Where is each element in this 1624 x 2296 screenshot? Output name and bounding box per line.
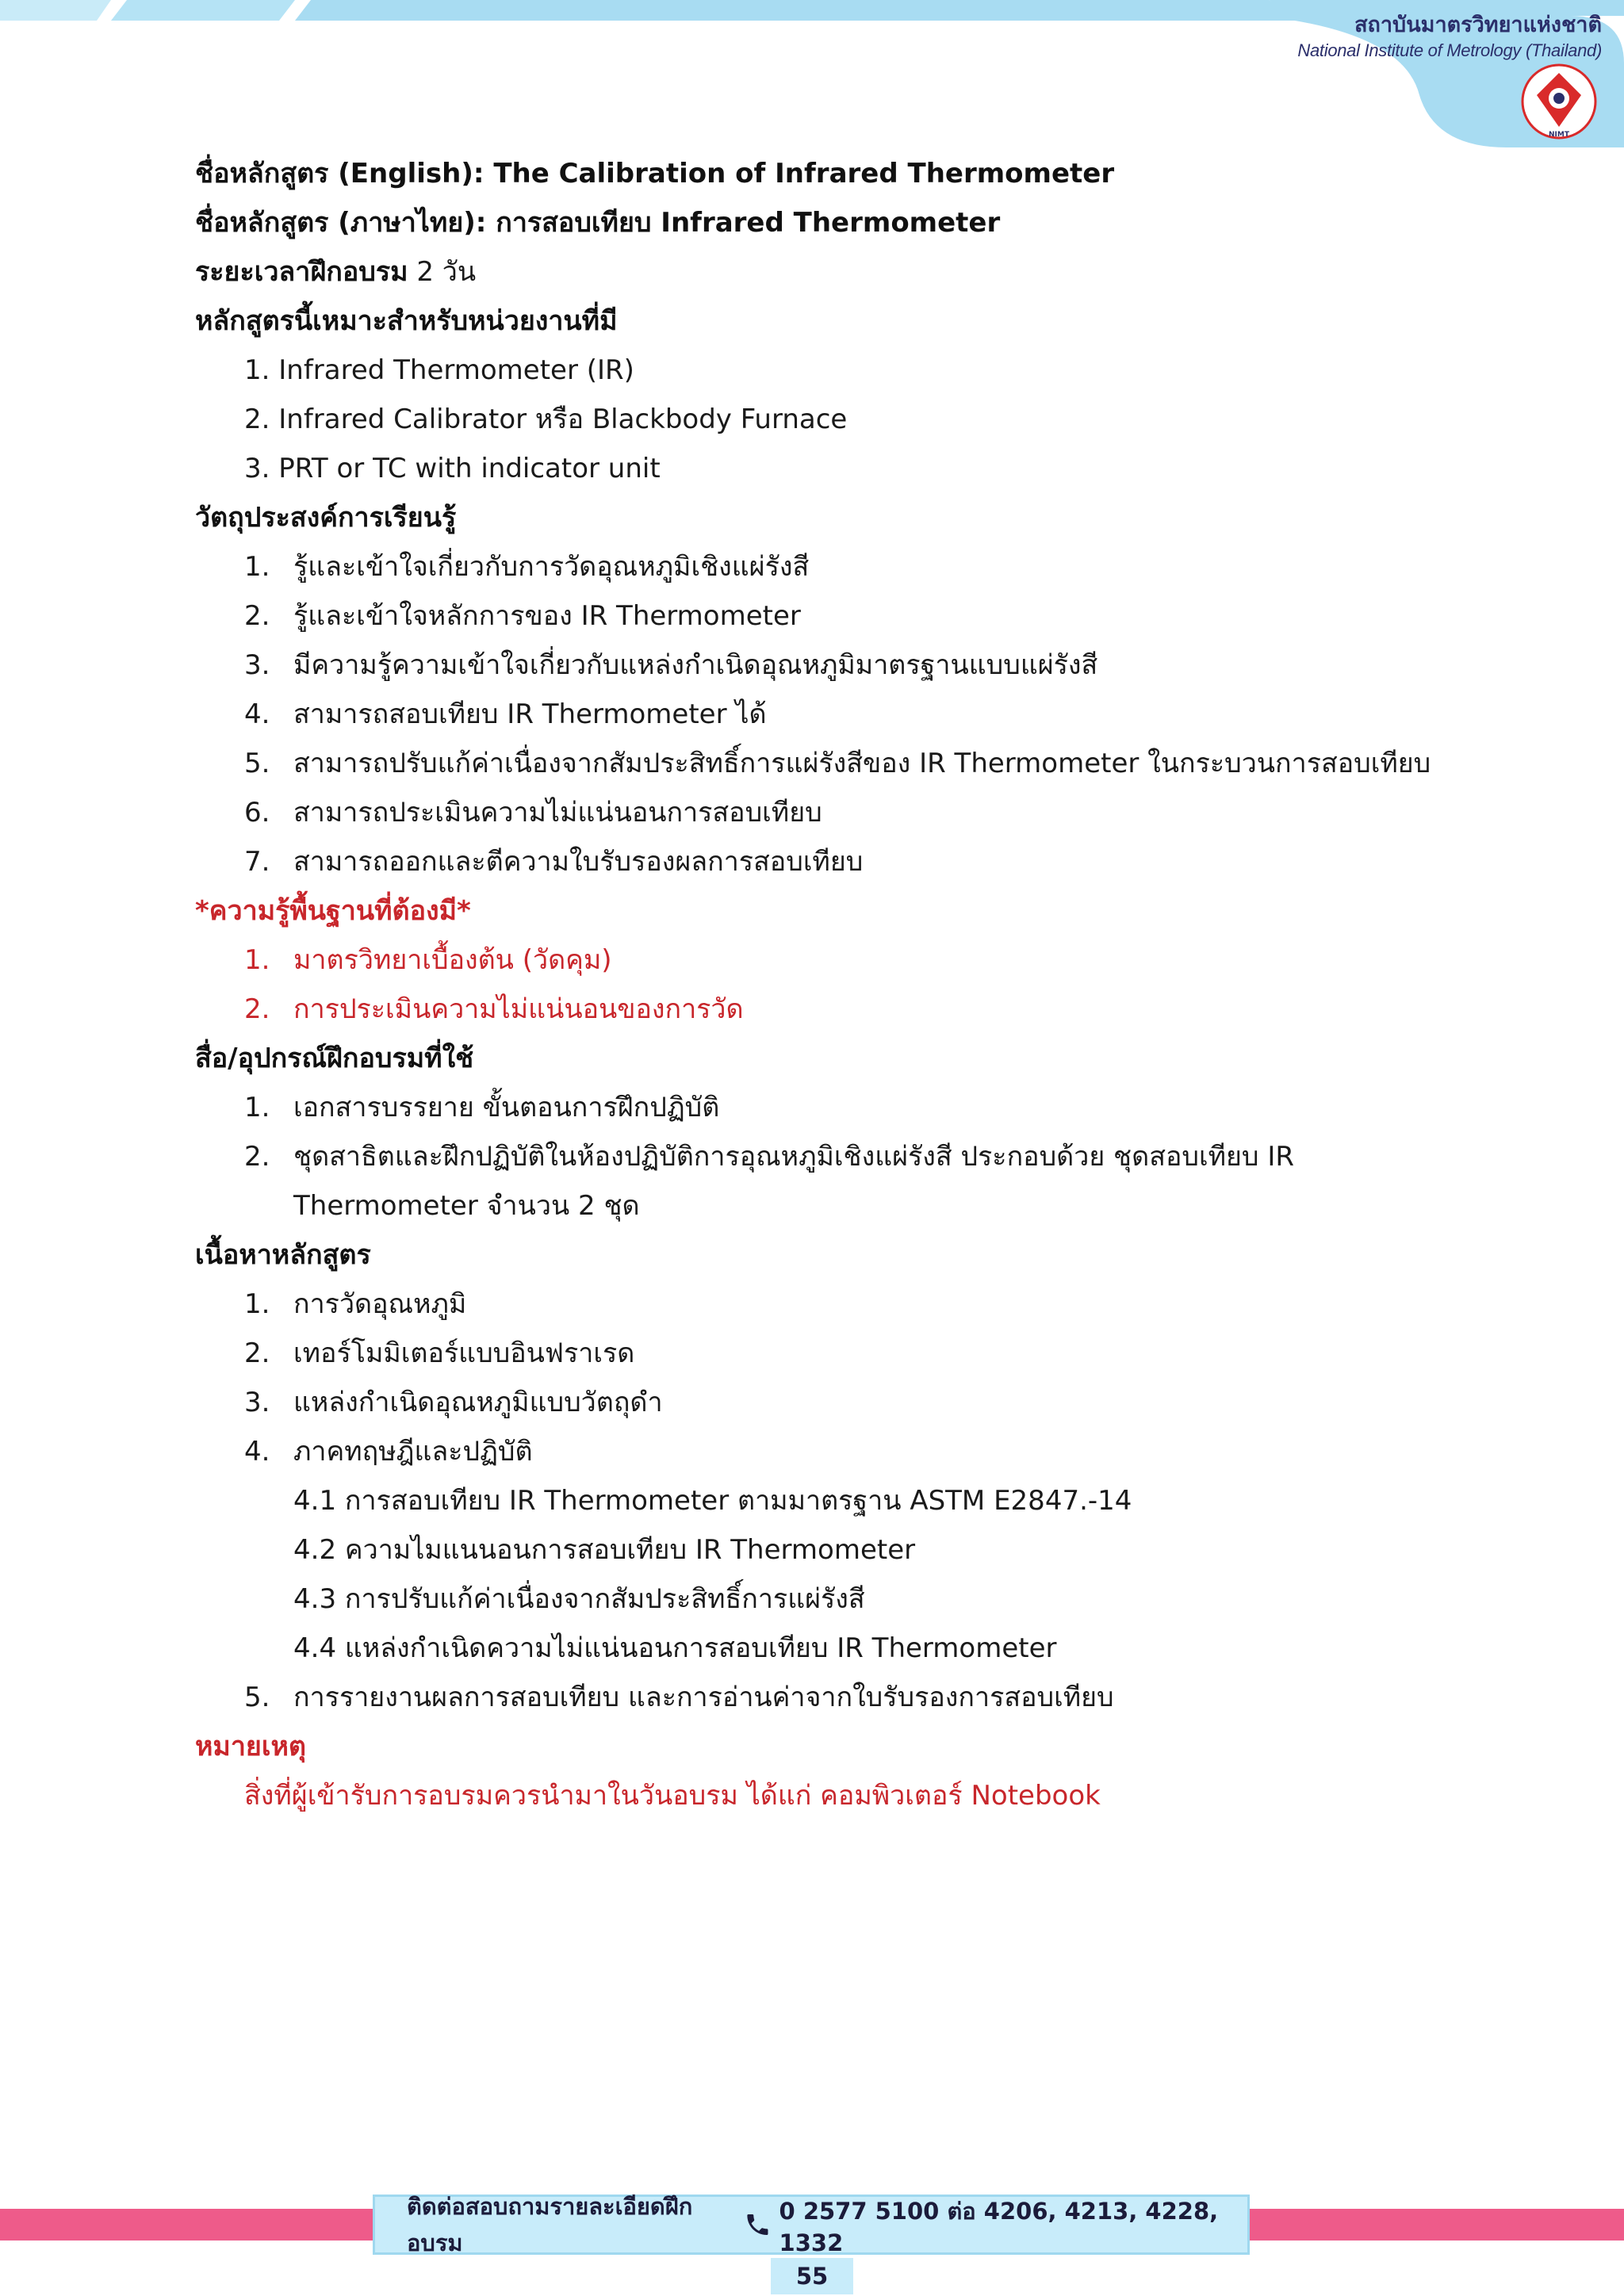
item-text: รู้และเข้าใจหลักการของ IR Thermometer <box>293 600 801 632</box>
list-item-continuation: Thermometer จำนวน 2 ชุด <box>293 1190 640 1222</box>
sub-item: 4.2 ความไมแนนอนการสอบเทียบ IR Thermometer <box>293 1534 916 1566</box>
item-number: 4. <box>244 698 270 730</box>
contact-label: ติดต่อสอบถามรายละเอียดฝึกอบรม <box>407 2193 693 2256</box>
prerequisites-heading: *ความรู้พื้นฐานที่ต้องมี* <box>195 895 471 927</box>
label: ระยะเวลาฝึกอบรม <box>195 256 408 288</box>
item-text: สามารถออกและตีความใบรับรองผลการสอบเทียบ <box>293 846 864 878</box>
course-document <box>195 149 1464 1820</box>
item-text: สามารถสอบเทียบ IR Thermometer ได้ <box>293 698 767 730</box>
item-number: 1. <box>244 944 270 976</box>
item-number: 2. <box>244 1141 270 1173</box>
list-item <box>195 936 1464 985</box>
course-duration <box>195 247 1464 297</box>
item-text: เอกสารบรรยาย ขั้นตอนการฝึกปฏิบัติ <box>293 1092 720 1123</box>
objectives-heading: วัตถุประสงค์การเรียนรู้ <box>195 502 457 534</box>
list-item <box>195 1280 1464 1329</box>
list-item <box>195 837 1464 886</box>
list-item <box>195 1329 1464 1378</box>
contact-box <box>373 2195 1250 2255</box>
logo-lettering: NIMT <box>1549 131 1569 139</box>
item-text: สามารถปรับแก้ค่าเนื่องจากสัมประสิทธิ์การแผ่รังสีของ IR Thermometer ในกระบวนการสอบเทียบ <box>293 748 1431 779</box>
item-text: แหล่งกำเนิดอุณหภูมิแบบวัตถุดำ <box>293 1387 663 1418</box>
page-number: 55 <box>771 2258 853 2294</box>
contents-heading: เนื้อหาหลักสูตร <box>195 1239 371 1271</box>
remarks-text: สิ่งที่ผู้เข้ารับการอบรมควรนำมาในวันอบรม ได้แก่ คอมพิวเตอร์ Notebook <box>244 1780 1101 1812</box>
item-number: 7. <box>244 846 270 878</box>
course-name-english <box>195 149 1464 198</box>
item-number: 4. <box>244 1436 270 1468</box>
list-item <box>195 1083 1464 1132</box>
item-text: การประเมินความไม่แน่นอนของการวัด <box>293 993 744 1025</box>
list-item: 3. PRT or TC with indicator unit <box>244 453 661 484</box>
value: 2 วัน <box>416 256 477 288</box>
item-text: การรายงานผลการสอบเทียบ และการอ่านค่าจากใบรับรองการสอบเทียบ <box>293 1682 1114 1713</box>
org-name-thai: สถาบันมาตรวิทยาแห่งชาติ <box>1354 13 1602 37</box>
item-number: 6. <box>244 797 270 828</box>
list-item <box>195 1427 1464 1476</box>
list-item <box>195 1132 1464 1181</box>
phone-icon <box>744 2210 772 2240</box>
item-text: มีความรู้ความเข้าใจเกี่ยวกับแหล่งกำเนิดอุณหภูมิมาตรฐานแบบแผ่รังสี <box>293 649 1098 681</box>
item-text: รู้และเข้าใจเกี่ยวกับการวัดอุณหภูมิเชิงแผ่รังสี <box>293 551 810 583</box>
label: ชื่อหลักสูตร (English): <box>195 158 485 189</box>
list-item <box>195 591 1464 641</box>
list-item: 2. Infrared Calibrator หรือ Blackbody Furnace <box>244 404 848 435</box>
remarks-heading: หมายเหตุ <box>195 1731 306 1762</box>
item-number: 2. <box>244 993 270 1025</box>
item-text: เทอร์โมมิเตอร์แบบอินฟราเรด <box>293 1337 635 1369</box>
item-number: 5. <box>244 748 270 779</box>
value: The Calibration of Infrared Thermometer <box>493 158 1115 189</box>
list-item <box>195 739 1464 788</box>
list-item <box>195 542 1464 591</box>
item-text: สามารถประเมินความไม่แน่นอนการสอบเทียบ <box>293 797 822 828</box>
item-number: 1. <box>244 551 270 583</box>
item-text: ชุดสาธิตและฝึกปฏิบัติในห้องปฏิบัติการอุณหภูมิเชิงแผ่รังสี ประกอบด้วย ชุดสอบเทียบ IR <box>293 1141 1294 1173</box>
list-item <box>195 788 1464 837</box>
contact-phone[interactable]: 0 2577 5100 ต่อ 4206, 4213, 4228, 1332 <box>779 2198 1219 2256</box>
list-item: 1. Infrared Thermometer (IR) <box>244 354 634 386</box>
suitable-heading: หลักสูตรนี้เหมาะสำหรับหน่วยงานที่มี <box>195 305 618 337</box>
sub-item: 4.4 แหล่งกำเนิดความไม่แน่นอนการสอบเทียบ IR Thermometer <box>293 1632 1057 1664</box>
sub-item: 4.3 การปรับแก้ค่าเนื่องจากสัมประสิทธิ์การแผ่รังสี <box>293 1583 865 1615</box>
org-name-english: National Institute of Metrology (Thailand) <box>1297 40 1602 60</box>
item-number: 1. <box>244 1288 270 1320</box>
item-text: ภาคทฤษฎีและปฏิบัติ <box>293 1436 533 1468</box>
label: ชื่อหลักสูตร (ภาษาไทย): <box>195 207 487 239</box>
list-item <box>195 1673 1464 1722</box>
sub-item: 4.1 การสอบเทียบ IR Thermometer ตามมาตรฐาน ASTM E2847.-14 <box>293 1485 1132 1517</box>
course-name-thai <box>195 198 1464 247</box>
item-text: มาตรวิทยาเบื้องต้น (วัดคุม) <box>293 944 612 976</box>
list-item <box>195 985 1464 1034</box>
item-number: 3. <box>244 649 270 681</box>
item-number: 2. <box>244 1337 270 1369</box>
materials-heading: สื่อ/อุปกรณ์ฝึกอบรมที่ใช้ <box>195 1043 474 1074</box>
item-number: 3. <box>244 1387 270 1418</box>
nimt-logo-icon <box>1521 63 1597 140</box>
list-item <box>195 1378 1464 1427</box>
organization-name <box>1297 11 1602 62</box>
item-number: 2. <box>244 600 270 632</box>
item-number: 5. <box>244 1682 270 1713</box>
value: การสอบเทียบ Infrared Thermometer <box>496 207 1001 239</box>
list-item <box>195 641 1464 690</box>
item-number: 1. <box>244 1092 270 1123</box>
list-item <box>195 690 1464 739</box>
item-text: การวัดอุณหภูมิ <box>293 1288 467 1320</box>
